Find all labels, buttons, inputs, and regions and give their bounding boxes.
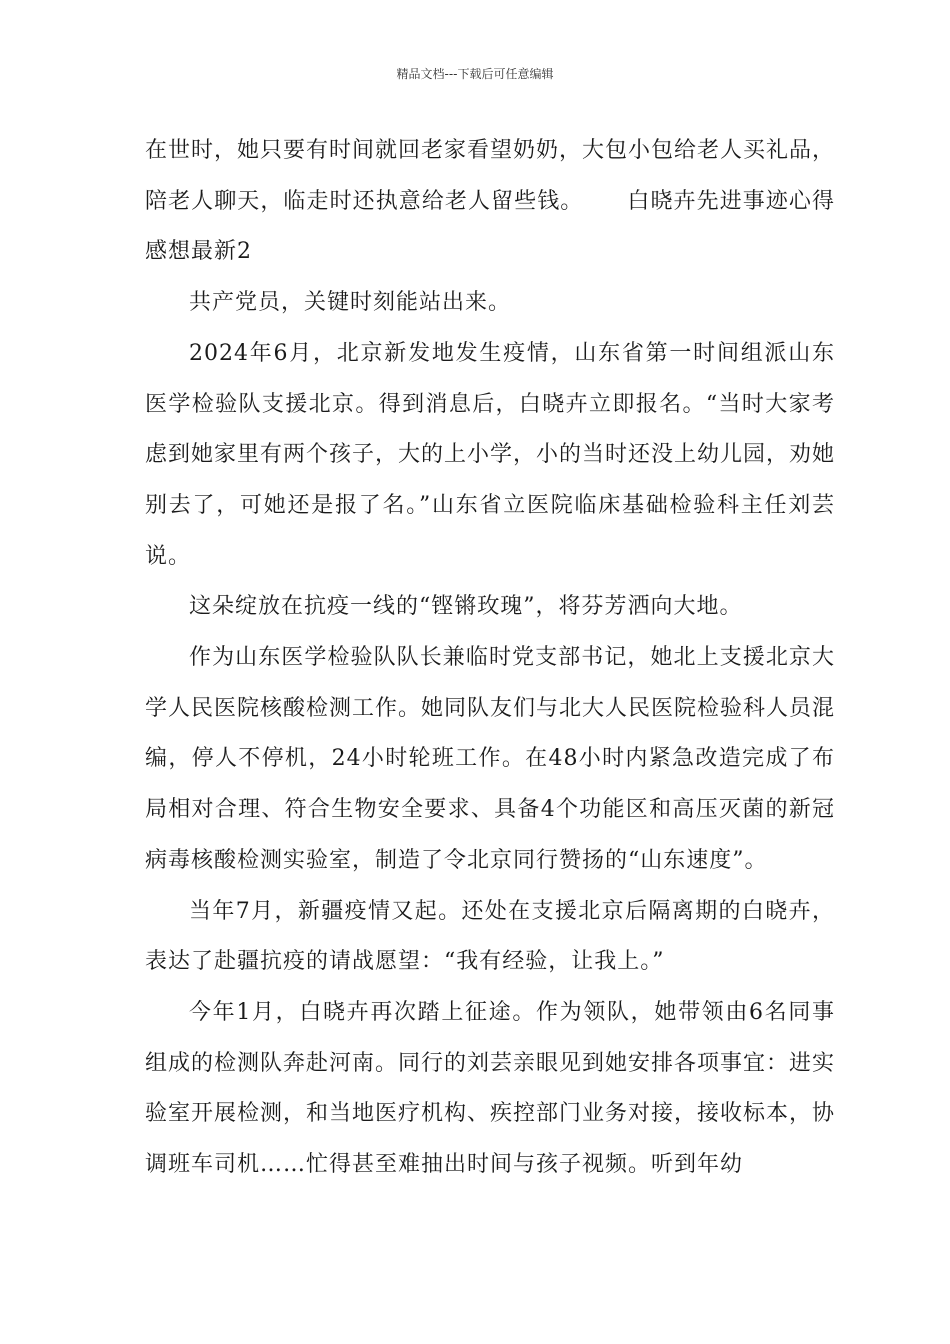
paragraph: 当年7月，新疆疫情又起。还处在支援北京后隔离期的白晓卉，表达了赴疆抗疫的请战愿望：“我有经验，让我上。” <box>145 898 835 975</box>
paragraph: 2024年6月，北京新发地发生疫情，山东省第一时间组派山东医学检验队支援北京。得到消息后，白晓卉立即报名。“当时大家考虑到她家里有两个孩子，大的上小学，小的当时还没上幼儿园，劝她别去了，可她还是报了名。”山东省立医院临床基础检验科主任刘芸说。 <box>145 340 836 569</box>
document-body <box>145 126 835 1191</box>
paragraph-text: 在世时，她只要有时间就回老家看望奶奶，大包小包给老人买礼品，陪老人聊天，临走时还执意给老人留些钱。 <box>145 138 836 214</box>
paragraph: 今年1月，白晓卉再次踏上征途。作为领队，她带领由6名同事组成的检测队奔赴河南。同行的刘芸亲眼见到她安排各项事宜：进实验室开展检测，和当地医疗机构、疾控部门业务对接，接收标本，协调班车司机……忙得甚至难抽出时间与孩子视频。听到年幼 <box>145 999 836 1178</box>
paragraph: 作为山东医学检验队队长兼临时党支部书记，她北上支援北京大学人民医院核酸检测工作。她同队友们与北大人民医院检验科人员混编，停人不停机，24小时轮班工作。在48小时内紧急改造完成了布局相对合理、符合生物安全要求、具备4个功能区和高压灭菌的新冠病毒核酸检测实验室，制造了令北京同行赞扬的“山东速度”。 <box>145 645 836 873</box>
section-heading: 白晓卉先进事迹心得感想最新2 <box>145 188 835 265</box>
paragraph-continuation <box>145 126 835 278</box>
paragraph: 这朵绽放在抗疫一线的“铿锵玫瑰”，将芬芳洒向大地。 <box>189 594 743 620</box>
paragraph: 共产党员，关键时刻能站出来。 <box>189 290 512 316</box>
page-header <box>0 66 950 82</box>
page-header-text: 精品文档---下载后可任意编辑 <box>396 67 554 81</box>
